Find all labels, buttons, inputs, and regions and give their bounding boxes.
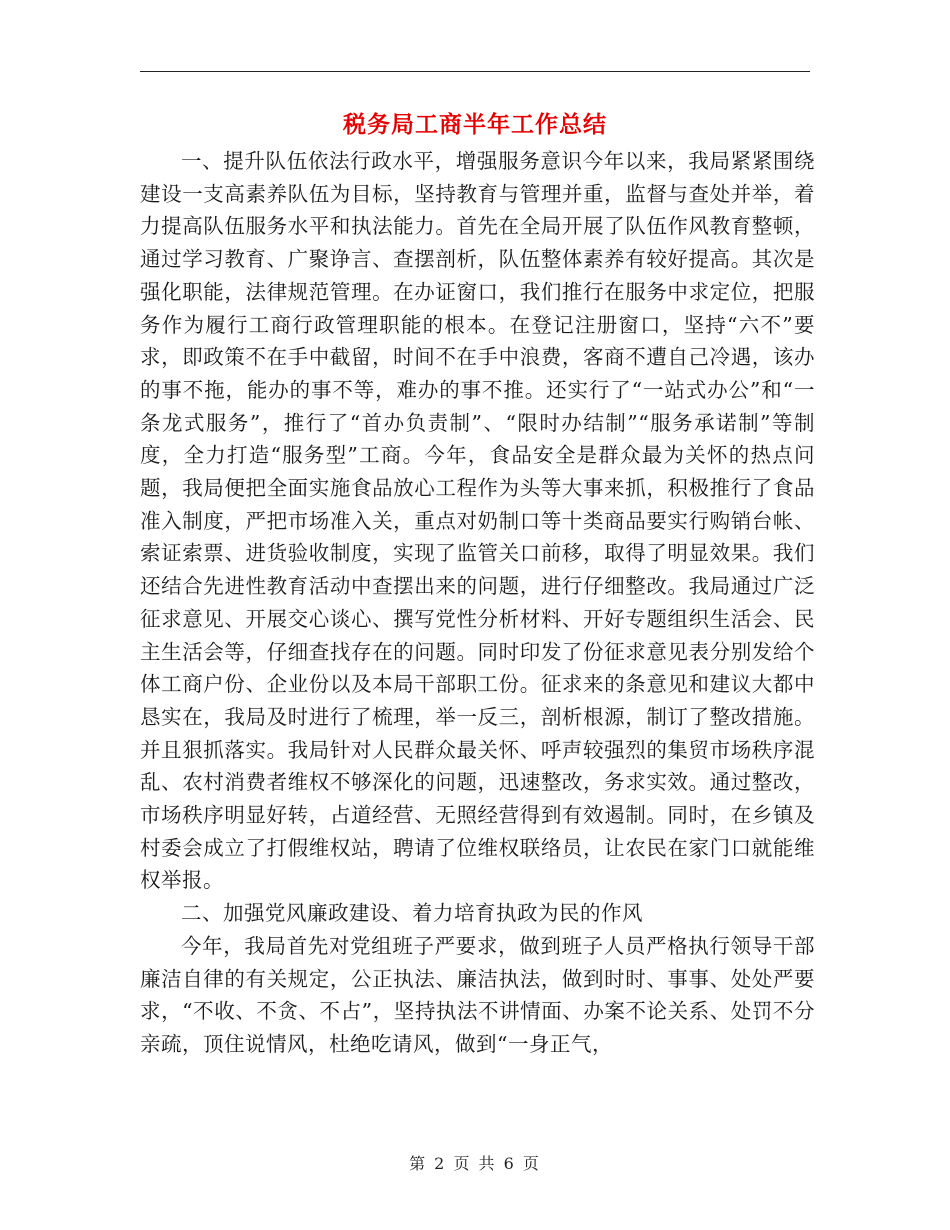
paragraph-1: 一、提升队伍依法行政水平，增强服务意识今年以来，我局紧紧围绕建设一支高素养队伍为目标，坚持教育与管理并重，监督与查处并举，着力提高队伍服务水平和执法能力。首先在全局开展了队伍作风教育整顿，通过学习教育、广聚诤言、查摆剖析，队伍整体素养有较好提高。其次是强化职能，法律规范管理。在办证窗口，我们推行在服务中求定位，把服务作为履行工商行政管理职能的根本。在登记注册窗口，坚持“六不”要求，即政策不在手中截留，时间不在手中浪费，客商不遭自己冷遇，该办的事不拖，能办的事不等，难办的事不推。还实行了“一站式办公”和“一条龙式服务”，推行了“首办负责制”、“限时办结制”“服务承诺制”等制度，全力打造“服务型”工商。今年，食品安全是群众最为关怀的热点问题，我局便把全面实施食品放心工程作为头等大事来抓，积极推行了食品准入制度，严把市场准入关，重点对奶制口等十类商品要实行购销台帐、索证索票、进货验收制度，实现了监管关口前移，取得了明显效果。我们还结合先进性教育活动中查摆出来的问题，进行仔细整改。我局通过广泛征求意见、开展交心谈心、撰写党性分析材料、开好专题组织生活会、民主生活会等，仔细查找存在的问题。同时印发了份征求意见表分别发给个体工商户份、企业份以及本局干部职工份。征求来的条意见和建议大都中恳实在，我局及时进行了梳理，举一反三，剖析根源，制订了整改措施。并且狠抓落实。我局针对人民群众最关怀、呼声较强烈的集贸市场秩序混乱、农村消费者维权不够深化的问题，迅速整改，务求实效。通过整改，市场秩序明显好转，占道经营、无照经营得到有效遏制。同时，在乡镇及村委会成立了打假维权站，聘请了位维权联络员，让农民在家门口就能维权举报。 bbox=[140, 149, 815, 893]
document-title: 税务局工商半年工作总结 bbox=[343, 111, 607, 138]
header-rule bbox=[140, 71, 810, 72]
page-number-footer: 第 2 页 共 6 页 bbox=[409, 1154, 541, 1173]
paragraph-2: 二、加强党风廉政建设、着力培育执政为民的作风 bbox=[181, 901, 643, 926]
paragraph-3: 今年，我局首先对党组班子严要求，做到班子人员严格执行领导干部廉洁自律的有关规定，公正执法、廉洁执法，做到时时、事事、处处严要求，“不收、不贪、不占”，坚持执法不讲情面、办案不论关系、处罚不分亲疏，顶住说情风，杜绝吃请风，做到“一身正气， bbox=[140, 933, 815, 1056]
document-body bbox=[140, 145, 815, 1061]
